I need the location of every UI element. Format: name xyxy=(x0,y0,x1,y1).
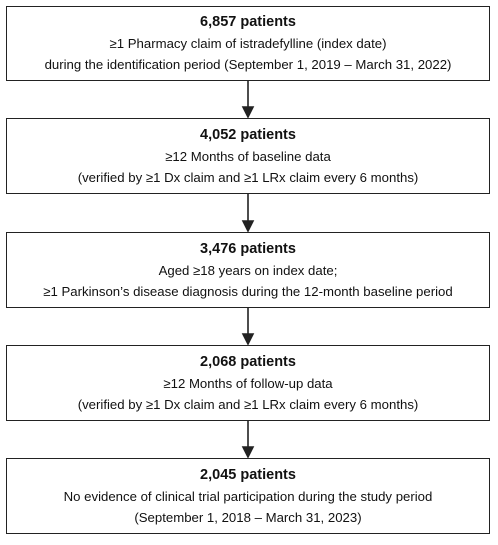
criterion-line: during the identification period (September 1, 2019 – March 31, 2022) xyxy=(44,57,452,72)
step-box-age-diagnosis xyxy=(6,232,490,308)
step-box-final-cohort xyxy=(6,458,490,534)
criterion-line: ≥12 Months of baseline data xyxy=(165,148,331,164)
criterion-line: ≥1 Parkinson’s disease diagnosis during the 12-month baseline period xyxy=(43,283,453,299)
step-box-baseline xyxy=(6,118,490,194)
arrow-head-1 xyxy=(243,107,253,117)
patient-count: 4,052 patients xyxy=(200,126,296,143)
arrow-head-4 xyxy=(243,447,253,457)
patient-count: 2,045 patients xyxy=(200,466,296,483)
criterion-line: (verified by ≥1 Dx claim and ≥1 LRx claim every 6 months) xyxy=(77,396,419,412)
patient-count: 6,857 patients xyxy=(200,14,296,30)
criterion-line: Aged ≥18 years on index date; xyxy=(158,262,338,278)
step-box-identification xyxy=(6,6,490,81)
criterion-line: ≥12 Months of follow-up data xyxy=(163,375,333,391)
step-box-follow-up xyxy=(6,345,490,421)
patient-count: 3,476 patients xyxy=(200,240,296,257)
arrow-head-2 xyxy=(243,221,253,231)
criterion-line: No evidence of clinical trial participation during the study period xyxy=(63,488,433,504)
criterion-line: (September 1, 2018 – March 31, 2023) xyxy=(134,509,362,525)
criterion-line: (verified by ≥1 Dx claim and ≥1 LRx claim every 6 months) xyxy=(77,169,419,185)
patient-count: 2,068 patients xyxy=(200,353,296,370)
arrow-head-3 xyxy=(243,334,253,344)
criterion-line: ≥1 Pharmacy claim of istradefylline (index date) xyxy=(109,36,387,51)
